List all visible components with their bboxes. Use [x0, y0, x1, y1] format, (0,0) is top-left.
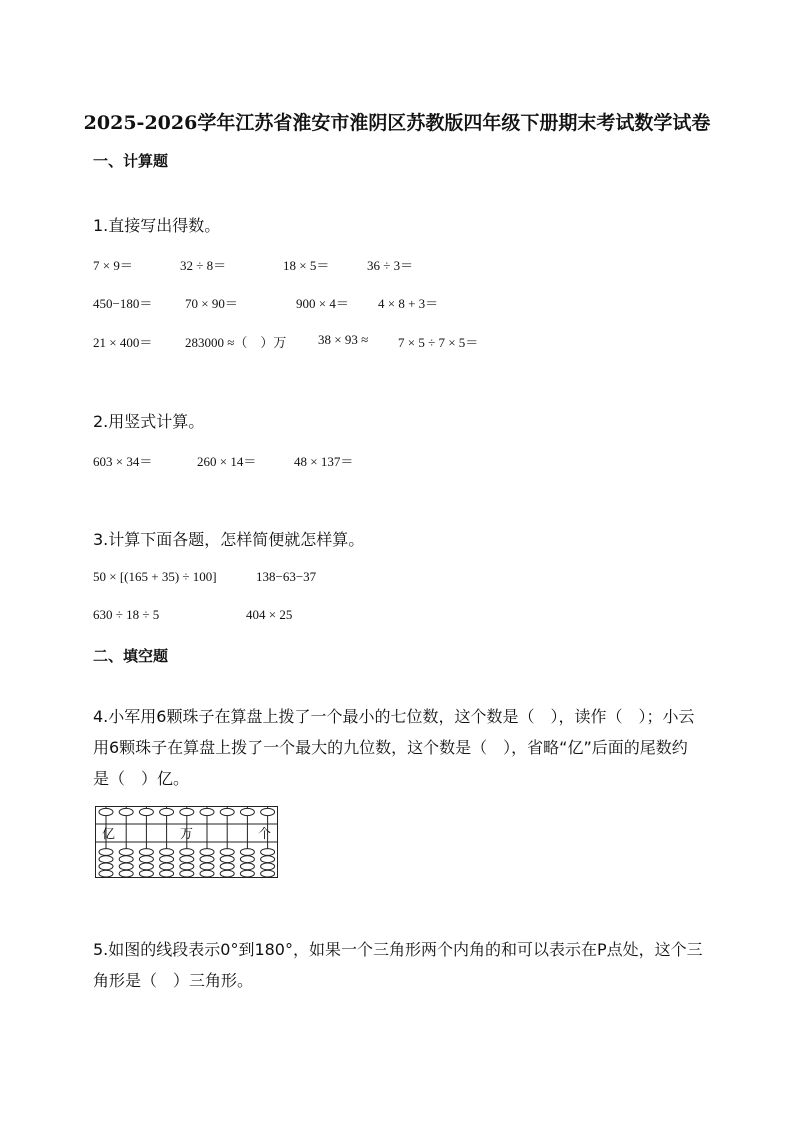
abacus-lower-bead	[220, 863, 234, 870]
abacus-lower-bead	[99, 856, 113, 863]
abacus-lower-bead	[220, 870, 234, 877]
abacus-lower-bead	[261, 856, 275, 863]
abacus-lower-bead	[119, 870, 133, 877]
page-title: 2025-2026学年江苏省淮安市淮阴区苏教版四年级下册期末考试数学试卷	[83, 112, 711, 134]
abacus-lower-bead	[261, 849, 275, 856]
abacus-lower-bead	[200, 856, 214, 863]
section-heading-fill-in: 二、填空题	[93, 647, 169, 665]
abacus-lower-bead	[261, 863, 275, 870]
question-5-text: 5.如图的线段表示0°到180°，如果一个三角形两个内角的和可以表示在P点处，这个三角形是（ ）三角形。	[93, 940, 703, 990]
abacus-upper-bead	[99, 808, 113, 815]
abacus-upper-bead	[119, 808, 133, 815]
question-1-prompt: 1.直接写出得数。	[93, 216, 221, 235]
abacus-upper-bead	[261, 808, 275, 815]
q1-expr: 900 × 4＝	[296, 296, 349, 311]
q1-expr: 36 ÷ 3＝	[367, 258, 414, 273]
q1-expr: 21 × 400＝	[93, 335, 153, 350]
q3-expr: 630 ÷ 18 ÷ 5	[93, 607, 160, 622]
q1-expr: 4 × 8 + 3＝	[378, 296, 439, 311]
abacus-upper-bead	[139, 808, 153, 815]
abacus-lower-bead	[160, 863, 174, 870]
abacus-label-ge: 个	[258, 826, 272, 841]
abacus-lower-bead	[200, 870, 214, 877]
abacus-lower-bead	[160, 870, 174, 877]
abacus-lower-bead	[180, 870, 194, 877]
q1-expr: 7 × 5 ÷ 7 × 5＝	[398, 335, 479, 350]
question-2-prompt: 2.用竖式计算。	[93, 412, 205, 431]
abacus-label-wan: 万	[180, 826, 194, 841]
abacus-lower-bead	[139, 863, 153, 870]
abacus-lower-bead	[139, 856, 153, 863]
abacus-upper-bead	[240, 808, 254, 815]
q1-expr: 450−180＝	[93, 296, 153, 311]
abacus-lower-bead	[119, 863, 133, 870]
abacus-lower-bead	[200, 863, 214, 870]
abacus-lower-bead	[99, 863, 113, 870]
abacus-lower-bead	[180, 856, 194, 863]
abacus-lower-bead	[180, 863, 194, 870]
q1-expr: 18 × 5＝	[283, 258, 330, 273]
abacus-lower-bead	[99, 870, 113, 877]
abacus-upper-bead	[160, 808, 174, 815]
question-4-text: 4.小军用6颗珠子在算盘上拨了一个最小的七位数，这个数是（ ），读作（ ）；小云用6颗珠子在算盘上拨了一个最大的九位数，这个数是（ ），省略“亿”后面的尾数约是（ ）亿。	[93, 707, 695, 788]
q1-expr: 7 × 9＝	[93, 258, 133, 273]
q2-expr: 603 × 34＝	[93, 454, 153, 469]
q1-expr: 70 × 90＝	[185, 296, 238, 311]
abacus-lower-bead	[200, 849, 214, 856]
q3-expr: 404 × 25	[246, 607, 293, 622]
abacus-lower-bead	[119, 856, 133, 863]
abacus-lower-bead	[119, 849, 133, 856]
question-3-prompt: 3.计算下面各题，怎样简便就怎样算。	[93, 530, 365, 549]
q1-expr: 32 ÷ 8＝	[180, 258, 227, 273]
abacus-upper-bead	[220, 808, 234, 815]
abacus-lower-bead	[240, 849, 254, 856]
abacus-lower-bead	[99, 849, 113, 856]
q1-expr: 38 × 93 ≈	[318, 332, 369, 347]
abacus-upper-bead	[200, 808, 214, 815]
section-heading-calculation: 一、计算题	[93, 152, 169, 170]
abacus-lower-bead	[160, 849, 174, 856]
abacus-figure	[95, 806, 278, 878]
abacus-lower-bead	[220, 856, 234, 863]
abacus-upper-bead	[180, 808, 194, 815]
abacus-lower-bead	[220, 849, 234, 856]
abacus-lower-bead	[139, 849, 153, 856]
q2-expr: 260 × 14＝	[197, 454, 257, 469]
abacus-lower-bead	[160, 856, 174, 863]
q1-expr: 283000 ≈（ ）万	[185, 335, 287, 350]
q3-expr: 138−63−37	[256, 569, 317, 584]
abacus-lower-bead	[240, 870, 254, 877]
abacus-lower-bead	[180, 849, 194, 856]
abacus-lower-bead	[139, 870, 153, 877]
q3-expr: 50 × [(165 + 35) ÷ 100]	[93, 569, 217, 584]
abacus-label-yi: 亿	[102, 826, 116, 841]
q2-expr: 48 × 137＝	[294, 454, 354, 469]
abacus-lower-bead	[240, 856, 254, 863]
abacus-lower-bead	[240, 863, 254, 870]
abacus-lower-bead	[261, 870, 275, 877]
